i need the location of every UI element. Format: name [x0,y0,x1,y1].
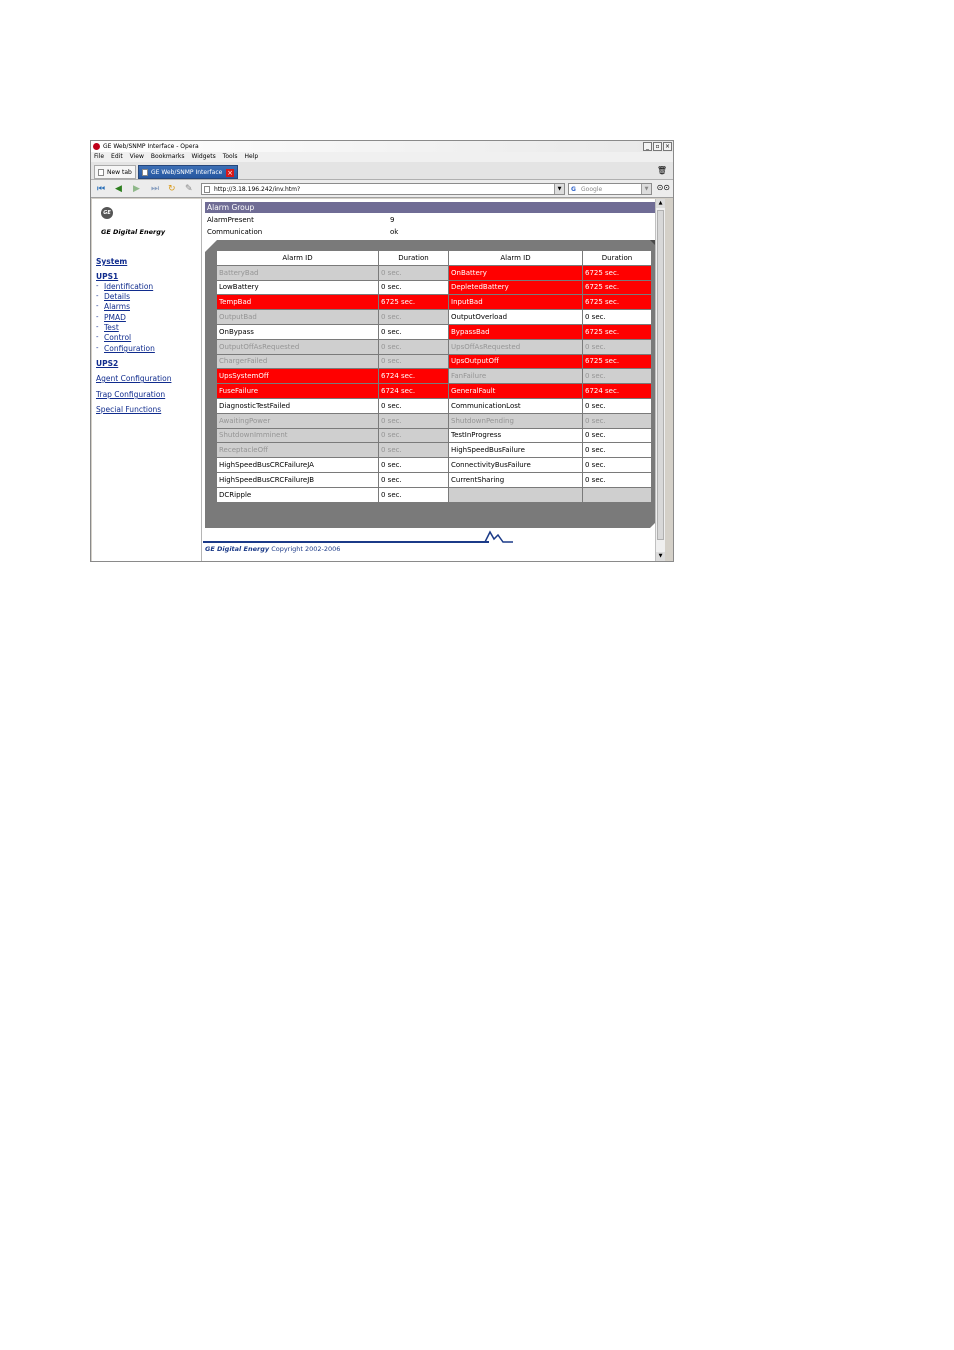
chevron-down-icon[interactable]: ▼ [641,184,651,194]
alarm-id-cell: AwaitingPower [217,413,379,428]
menu-tools[interactable]: Tools [222,153,238,160]
table-header-row [217,251,652,266]
sidebar-item-pmad[interactable]: PMAD [104,313,126,322]
alarm-id-cell: UpsSystemOff [217,369,379,384]
table-row [217,458,652,473]
reload-icon[interactable]: ↻ [168,184,176,194]
table-row [217,413,652,428]
bullet: - [96,282,99,290]
table-row [217,339,652,354]
column-header-alarm-id: Alarm ID [217,251,379,266]
vertical-scrollbar[interactable] [655,199,665,561]
sidebar-item-configuration[interactable]: Configuration [104,344,155,353]
alarm-id-cell: ShutdownPending [449,413,583,428]
page-icon [98,169,104,176]
sidebar-item-identification[interactable]: Identification [104,282,154,291]
column-header-duration: Duration [583,251,652,266]
forward-icon[interactable]: ▶ [133,184,140,194]
sidebar-item-ups1[interactable]: UPS1 [96,272,119,281]
duration-cell: 0 sec. [379,324,449,339]
sidebar-item-test[interactable]: Test [104,323,119,332]
trash-icon[interactable]: 🗑 [656,166,667,175]
duration-cell: 0 sec. [379,458,449,473]
main-panel [203,199,665,561]
duration-cell: 0 sec. [379,339,449,354]
table-row [217,472,652,487]
duration-cell: 0 sec. [583,369,652,384]
duration-cell: 6725 sec. [583,324,652,339]
tab-new[interactable] [94,165,136,179]
sidebar-item-alarms[interactable]: Alarms [104,302,130,311]
duration-cell: 0 sec. [379,472,449,487]
duration-cell: 0 sec. [583,458,652,473]
alarm-id-cell: HighSpeedBusCRCFailureJB [217,472,379,487]
alarm-id-cell: InputBad [449,295,583,310]
scroll-down-icon[interactable]: ▼ [656,552,665,561]
table-row [217,487,652,502]
address-field[interactable] [201,183,565,195]
alarm-id-cell: HighSpeedBusCRCFailureJA [217,458,379,473]
duration-cell: 0 sec. [379,413,449,428]
browser-window [90,140,674,562]
brand-name: GE Digital Energy [101,228,166,236]
alarm-id-cell: DepletedBattery [449,280,583,295]
tab-new-label: New tab [107,169,132,176]
table-row [217,398,652,413]
alarm-id-cell: CurrentSharing [449,472,583,487]
duration-cell: 0 sec. [583,428,652,443]
alarm-id-cell: DCRipple [217,487,379,502]
sidebar-item-agent-configuration[interactable]: Agent Configuration [96,374,172,383]
duration-cell: 6724 sec. [379,384,449,399]
edit-icon[interactable]: ✎ [185,184,193,194]
table-row [217,280,652,295]
tab-close-icon[interactable]: × [227,169,233,177]
opera-icon [93,143,100,150]
table-row [217,310,652,325]
menu-bookmarks[interactable]: Bookmarks [150,153,185,160]
page-content [92,199,665,561]
scroll-up-icon[interactable]: ▲ [656,199,665,208]
alarm-id-cell: UpsOffAsRequested [449,339,583,354]
menu-edit[interactable]: Edit [111,153,123,160]
alarm-id-cell [449,487,583,502]
url-text: http://3.18.196.242/inv.htm? [214,186,301,193]
group-title: Alarm Group [205,202,662,213]
bullet: - [96,302,99,310]
footer-brand: GE Digital Energy [205,545,270,553]
sidebar-item-details[interactable]: Details [104,292,131,301]
duration-cell: 0 sec. [379,443,449,458]
alarm-id-cell: LowBattery [217,280,379,295]
table-row [217,369,652,384]
ge-logo: GE [101,207,113,219]
sidebar-item-special-functions[interactable]: Special Functions [96,405,162,414]
alarm-table [216,250,652,503]
bullet: - [96,292,99,300]
close-icon[interactable]: × [664,143,671,150]
search-field[interactable] [568,183,652,195]
alarm-id-cell: OutputOffAsRequested [217,339,379,354]
tab-active[interactable] [138,165,238,179]
duration-cell: 6725 sec. [583,265,652,280]
duration-cell: 6725 sec. [583,295,652,310]
duration-cell: 0 sec. [583,310,652,325]
duration-cell: 0 sec. [583,339,652,354]
page-icon [204,186,210,193]
table-row [217,265,652,280]
duration-cell: 0 sec. [379,428,449,443]
alarm-id-cell: ShutdownImminent [217,428,379,443]
alarm-present-label: AlarmPresent [207,216,254,224]
alarm-id-cell: CommunicationLost [449,398,583,413]
bullet: - [96,323,99,331]
footer-copyright: Copyright 2002-2006 [271,545,341,553]
table-row [217,428,652,443]
fast-forward-icon[interactable]: ⏭ [151,184,160,194]
alarm-id-cell: TestInProgress [449,428,583,443]
window-title: GE Web/SNMP Interface - Opera [103,143,199,150]
duration-cell: 6725 sec. [583,280,652,295]
menu-bar [91,152,673,162]
alarm-id-cell: TempBad [217,295,379,310]
bullet: - [96,333,99,341]
minimize-icon[interactable]: _ [643,142,652,151]
glasses-icon[interactable]: ⊙⊙ [656,183,670,192]
google-icon: G [571,186,576,193]
rewind-icon[interactable]: ⏮ [97,184,106,194]
column-header-alarm-id: Alarm ID [449,251,583,266]
duration-cell: 0 sec. [379,265,449,280]
table-row [217,443,652,458]
page-icon [142,169,148,176]
alarm-id-cell: FanFailure [449,369,583,384]
sidebar [92,199,202,561]
alarm-id-cell: ChargerFailed [217,354,379,369]
duration-cell: 0 sec. [379,310,449,325]
scroll-thumb[interactable] [657,210,664,540]
duration-cell: 0 sec. [379,354,449,369]
alarm-id-cell: GeneralFault [449,384,583,399]
menu-file[interactable]: File [94,153,105,160]
menu-view[interactable]: View [129,153,144,160]
duration-cell: 6724 sec. [379,369,449,384]
duration-cell [583,487,652,502]
alarm-id-cell: FuseFailure [217,384,379,399]
maximize-icon[interactable]: ▫ [653,142,662,151]
sidebar-item-system[interactable]: System [96,257,128,266]
alarm-id-cell: BatteryBad [217,265,379,280]
bullet: - [96,344,99,352]
alarm-id-cell: ReceptacleOff [217,443,379,458]
alarm-id-cell: BypassBad [449,324,583,339]
address-toolbar [91,180,673,198]
table-row [217,324,652,339]
menu-help[interactable]: Help [244,153,259,160]
alarm-id-cell: OnBattery [449,265,583,280]
communication-value: ok [390,228,399,236]
menu-widgets[interactable]: Widgets [191,153,216,160]
alarm-id-cell: OnBypass [217,324,379,339]
duration-cell: 0 sec. [583,443,652,458]
column-header-duration: Duration [379,251,449,266]
title-bar [91,141,673,152]
bullet: - [96,313,99,321]
duration-cell: 6724 sec. [583,384,652,399]
window-controls [643,142,672,151]
back-icon[interactable]: ◀ [115,184,122,194]
tab-active-label: GE Web/SNMP Interface [151,169,223,176]
footer [205,545,340,553]
sidebar-item-trap-configuration[interactable]: Trap Configuration [96,390,166,399]
sidebar-item-ups2[interactable]: UPS2 [96,359,119,368]
footer-line [203,541,489,543]
chevron-down-icon[interactable]: ▼ [554,184,564,194]
table-row [217,354,652,369]
table-row [217,295,652,310]
search-placeholder: Google [581,186,603,193]
alarm-id-cell: ConnectivityBusFailure [449,458,583,473]
communication-label: Communication [207,228,263,236]
duration-cell: 6725 sec. [379,295,449,310]
alarm-present-value: 9 [390,216,395,224]
tab-bar [91,162,673,180]
alarm-table-frame [205,240,662,528]
duration-cell: 6725 sec. [583,354,652,369]
duration-cell: 0 sec. [583,472,652,487]
duration-cell: 0 sec. [379,398,449,413]
duration-cell: 0 sec. [379,280,449,295]
alarm-id-cell: HighSpeedBusFailure [449,443,583,458]
duration-cell: 0 sec. [379,487,449,502]
duration-cell: 0 sec. [583,398,652,413]
alarm-id-cell: DiagnosticTestFailed [217,398,379,413]
sidebar-item-control[interactable]: Control [104,333,132,342]
alarm-id-cell: OutputBad [217,310,379,325]
duration-cell: 0 sec. [583,413,652,428]
alarm-id-cell: UpsOutputOff [449,354,583,369]
alarm-id-cell: OutputOverload [449,310,583,325]
alarm-table-body [217,265,652,502]
table-row [217,384,652,399]
